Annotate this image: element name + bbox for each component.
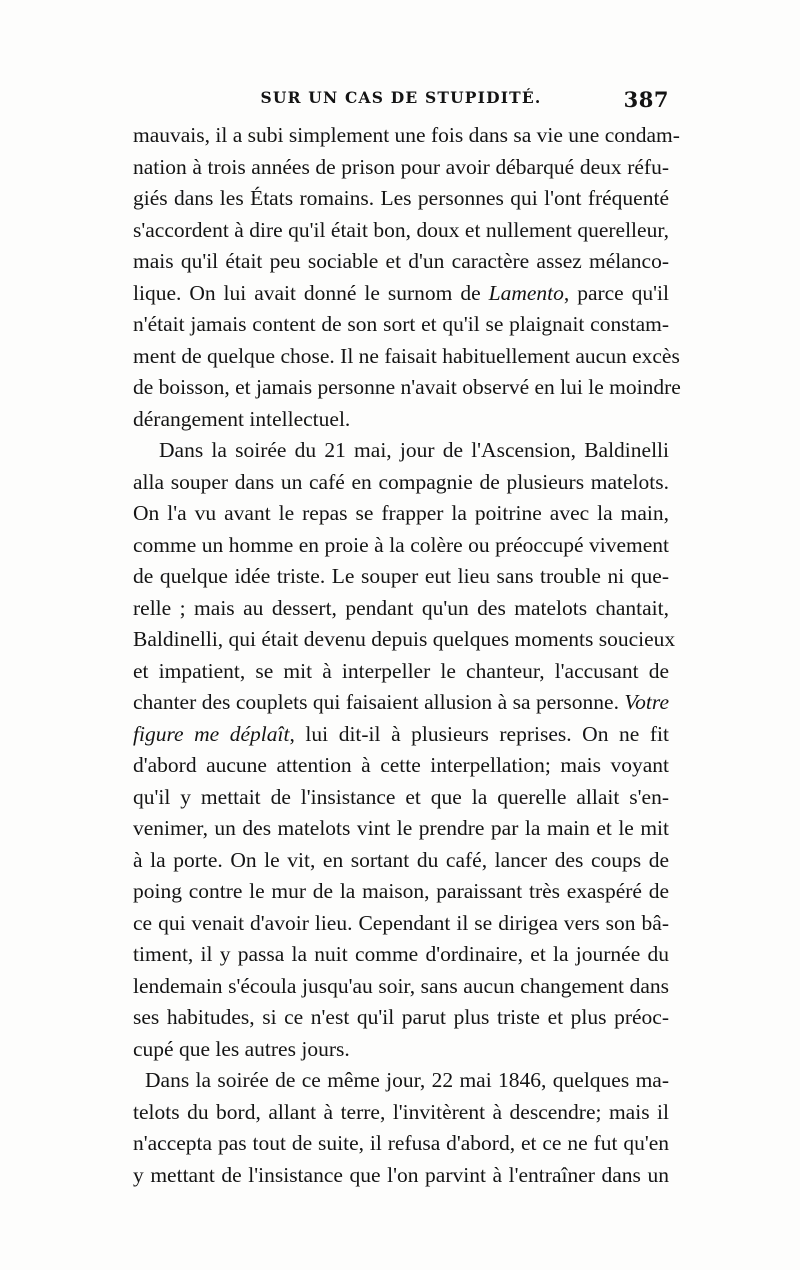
text-line: alla souper dans un café en compagnie de plusieurs matelots.	[133, 469, 669, 494]
text-line: d'abord aucune attention à cette interpellation; mais voyant	[133, 753, 669, 777]
text-line: de quelque idée triste. Le souper eut lieu sans trouble ni que-	[133, 564, 669, 588]
italic-phrase: Votre	[624, 690, 669, 714]
text-line: y mettant de l'insistance que l'on parvint à l'entraîner dans un	[133, 1162, 669, 1187]
text-line: n'accepta pas tout de suite, il refusa d'abord, et ce ne fut qu'en	[133, 1131, 669, 1155]
running-title: SUR UN CAS DE STUPIDITÉ.	[260, 88, 542, 107]
text-line: lendemain s'écoula jusqu'au soir, sans aucun changement dans	[133, 973, 669, 998]
text-line: ce qui venait d'avoir lieu. Cependant il se dirigea vers son bâ-	[133, 910, 669, 935]
paragraph-1	[133, 120, 681, 435]
text-line: figure me déplaît, lui dit-il à plusieurs reprises. On ne fit	[133, 721, 669, 746]
text-line: Dans la soirée de ce même jour, 22 mai 1846, quelques ma-	[145, 1068, 669, 1092]
text-line: mauvais, il a subi simplement une fois dans sa vie une condam-	[133, 123, 680, 147]
text-line: mais qu'il était peu sociable et d'un caractère assez mélanco-	[133, 249, 669, 273]
text-line: On l'a vu avant le repas se frapper la poitrine avec la main,	[133, 501, 669, 525]
running-head	[133, 88, 669, 116]
text-line: s'accordent à dire qu'il était bon, doux et nullement querelleur,	[133, 217, 669, 242]
page-number: 387	[623, 87, 669, 112]
text-line: venimer, un des matelots vint le prendre par la main et le mit	[133, 816, 669, 840]
text-line: giés dans les États romains. Les personnes qui l'ont fréquenté	[133, 186, 669, 210]
text-line: lique. On lui avait donné le surnom de Lamento, parce qu'il	[133, 280, 669, 305]
body-text	[133, 120, 681, 1191]
text-line: chanter des couplets qui faisaient allusion à sa personne. Votre	[133, 690, 669, 714]
text-line: n'était jamais content de son sort et qu'il se plaignait constam-	[133, 312, 669, 336]
text-line: Dans la soirée du 21 mai, jour de l'Ascension, Baldinelli	[159, 438, 669, 462]
text-line: ment de quelque chose. Il ne faisait habituellement aucun excès	[133, 343, 680, 368]
text-line: Baldinelli, qui était devenu depuis quelques moments soucieux	[133, 627, 676, 651]
text-line: comme un homme en proie à la colère ou préoccupé vivement	[133, 532, 669, 557]
text-line: relle ; mais au dessert, pendant qu'un des matelots chantait,	[133, 595, 669, 620]
italic-phrase: figure me déplaît	[133, 721, 290, 746]
italic-phrase: Lamento	[488, 280, 564, 305]
text-line: à la porte. On le vit, en sortant du café, lancer des coups de	[133, 847, 669, 872]
text-line: de boisson, et jamais personne n'avait observé en lui le moindre	[133, 375, 681, 399]
text-line: cupé que les autres jours.	[133, 1036, 350, 1061]
text-line: nation à trois années de prison pour avoir débarqué deux réfu-	[133, 154, 669, 179]
paragraph-3	[133, 1065, 669, 1191]
text-line: et impatient, se mit à interpeller le chanteur, l'accusant de	[133, 658, 669, 683]
text-line: qu'il y mettait de l'insistance et que la querelle allait s'en-	[133, 784, 669, 809]
text-line: poing contre le mur de la maison, paraissant très exaspéré de	[133, 879, 669, 903]
text-line: ses habitudes, si ce n'est qu'il parut plus triste et plus préoc-	[133, 1005, 669, 1029]
text-line: telots du bord, allant à terre, l'invitèrent à descendre; mais il	[133, 1099, 669, 1124]
text-line: dérangement intellectuel.	[133, 406, 351, 431]
paragraph-2	[133, 435, 676, 1065]
text-line: timent, il y passa la nuit comme d'ordinaire, et la journée du	[133, 942, 669, 966]
